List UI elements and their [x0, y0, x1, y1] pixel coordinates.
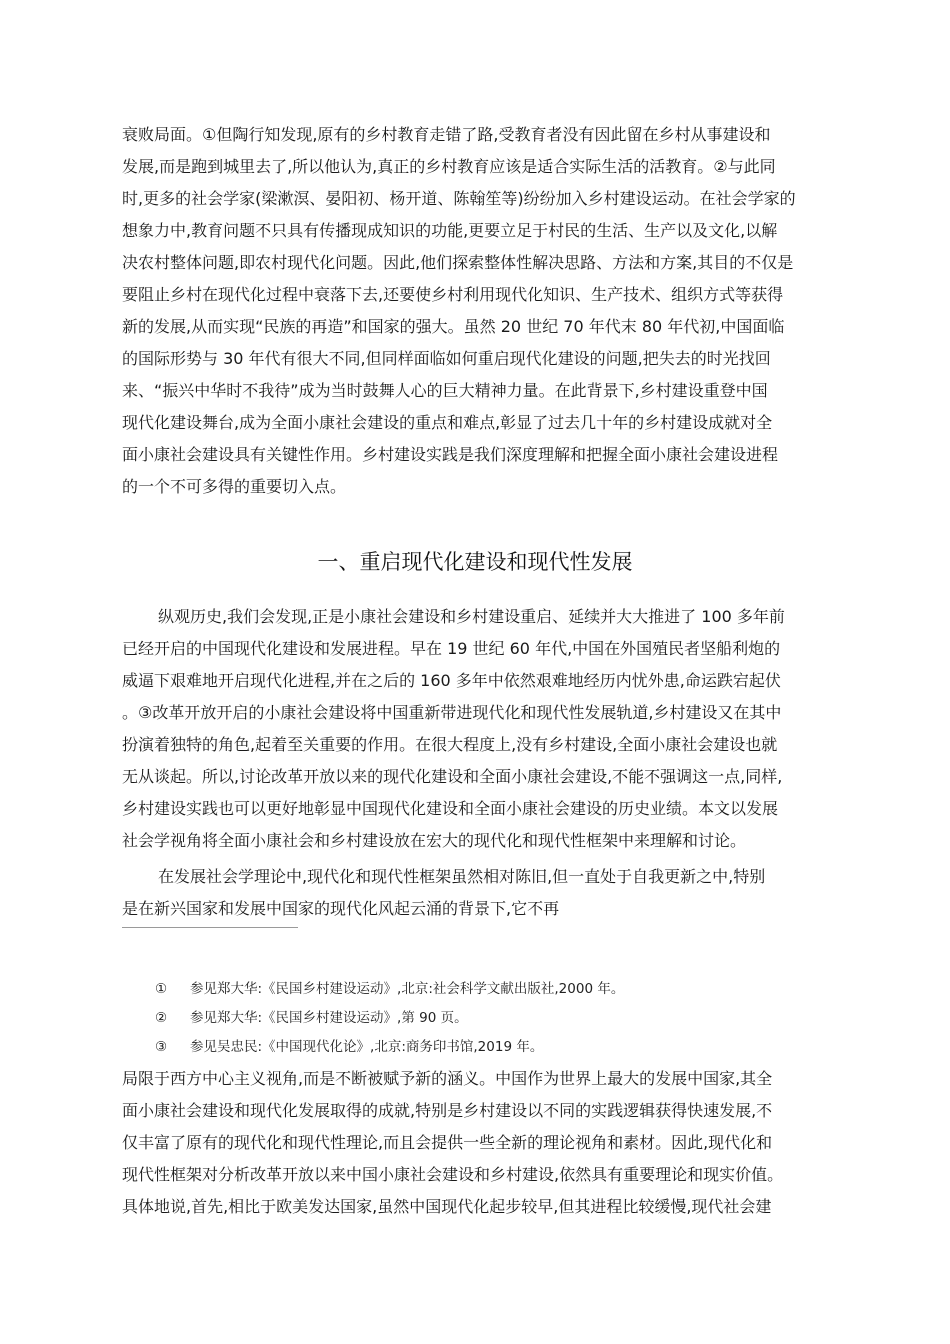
- text-line: 时,更多的社会学家(梁漱溟、晏阳初、杨开道、陈翰笙等)纷纷加入乡村建设运动。在社会学家的: [122, 189, 796, 208]
- text-line: 威逼下艰难地开启现代化进程,并在之后的 160 多年中依然艰难地经历内忧外患,命运跌宕起伏: [122, 671, 781, 690]
- text-line: 纵观历史,我们会发现,正是小康社会建设和乡村建设重启、延续并大大推进了 100 多年前: [158, 607, 785, 626]
- text-line: 来、“振兴中华时不我待”成为当时鼓舞人心的巨大精神力量。在此背景下,乡村建设重登中国: [122, 381, 768, 400]
- text-line: 在发展社会学理论中,现代化和现代性框架虽然相对陈旧,但一直处于自我更新之中,特别: [158, 867, 766, 886]
- text-line: 想象力中,教育问题不只具有传播现成知识的功能,更要立足于村民的生活、生产以及文化,以解: [122, 221, 778, 240]
- text-line: 局限于西方中心主义视角,而是不断被赋予新的涵义。中国作为世界上最大的发展中国家,其全: [122, 1069, 773, 1088]
- text-line: 具体地说,首先,相比于欧美发达国家,虽然中国现代化起步较早,但其进程比较缓慢,现代社会建: [122, 1197, 772, 1216]
- text-line: 衰败局面。①但陶行知发现,原有的乡村教育走错了路,受教育者没有因此留在乡村从事建设和: [122, 125, 771, 144]
- section-heading: 一、重启现代化建设和现代性发展: [317, 550, 633, 574]
- text-line: 的国际形势与 30 年代有很大不同,但同样面临如何重启现代化建设的问题,把失去的时光找回: [122, 349, 771, 368]
- text-line: 的一个不可多得的重要切入点。: [122, 477, 347, 496]
- text-line: 要阻止乡村在现代化过程中衰落下去,还要使乡村利用现代化知识、生产技术、组织方式等获得: [122, 285, 784, 304]
- text-line: 新的发展,从而实现“民族的再造”和国家的强大。虽然 20 世纪 70 年代末 80 年代初,中国面临: [122, 317, 785, 336]
- text-line: 现代化建设舞台,成为全面小康社会建设的重点和难点,彰显了过去几十年的乡村建设成就对全: [122, 413, 773, 432]
- text-line: 是在新兴国家和发展中国家的现代化风起云涌的背景下,它不再: [122, 899, 560, 918]
- text-line: 面小康社会建设和现代化发展取得的成就,特别是乡村建设以不同的实践逻辑获得快速发展,不: [122, 1101, 773, 1120]
- footnote-mark: ②: [155, 1010, 168, 1026]
- text-line: 决农村整体问题,即农村现代化问题。因此,他们探索整体性解决思路、方法和方案,其目的不仅是: [122, 253, 794, 272]
- footnote-mark: ①: [155, 981, 168, 997]
- text-line: 扮演着独特的角色,起着至关重要的作用。在很大程度上,没有乡村建设,全面小康社会建设也就: [122, 735, 778, 754]
- footnote-separator: [122, 927, 298, 928]
- text-line: 已经开启的中国现代化建设和发展进程。早在 19 世纪 60 年代,中国在外国殖民者坚船利炮的: [122, 639, 781, 658]
- footnote-text: 参见郑大华:《民国乡村建设运动》,第 90 页。: [190, 1010, 468, 1026]
- text-line: 乡村建设实践也可以更好地彰显中国现代化建设和全面小康社会建设的历史业绩。本文以发展: [122, 799, 779, 818]
- text-line: 社会学视角将全面小康社会和乡村建设放在宏大的现代化和现代性框架中来理解和讨论。: [122, 831, 747, 850]
- footnote-text: 参见郑大华:《民国乡村建设运动》,北京:社会科学文献出版社,2000 年。: [190, 981, 625, 997]
- text-line: 仅丰富了原有的现代化和现代性理论,而且会提供一些全新的理论视角和素材。因此,现代化和: [122, 1133, 773, 1152]
- text-line: 发展,而是跑到城里去了,所以他认为,真正的乡村教育应该是适合实际生活的活教育。②与此同: [122, 157, 776, 176]
- text-line: 现代性框架对分析改革开放以来中国小康社会建设和乡村建设,依然具有重要理论和现实价值。: [122, 1165, 784, 1184]
- footnote-text: 参见吴忠民:《中国现代化论》,北京:商务印书馆,2019 年。: [190, 1039, 544, 1055]
- text-line: 面小康社会建设具有关键性作用。乡村建设实践是我们深度理解和把握全面小康社会建设进程: [122, 445, 779, 464]
- footnote-mark: ③: [155, 1039, 168, 1055]
- text-line: 。③改革开放开启的小康社会建设将中国重新带进现代化和现代性发展轨道,乡村建设又在其中: [122, 703, 782, 722]
- text-line: 无从谈起。所以,讨论改革开放以来的现代化建设和全面小康社会建设,不能不强调这一点,同样,: [122, 767, 783, 786]
